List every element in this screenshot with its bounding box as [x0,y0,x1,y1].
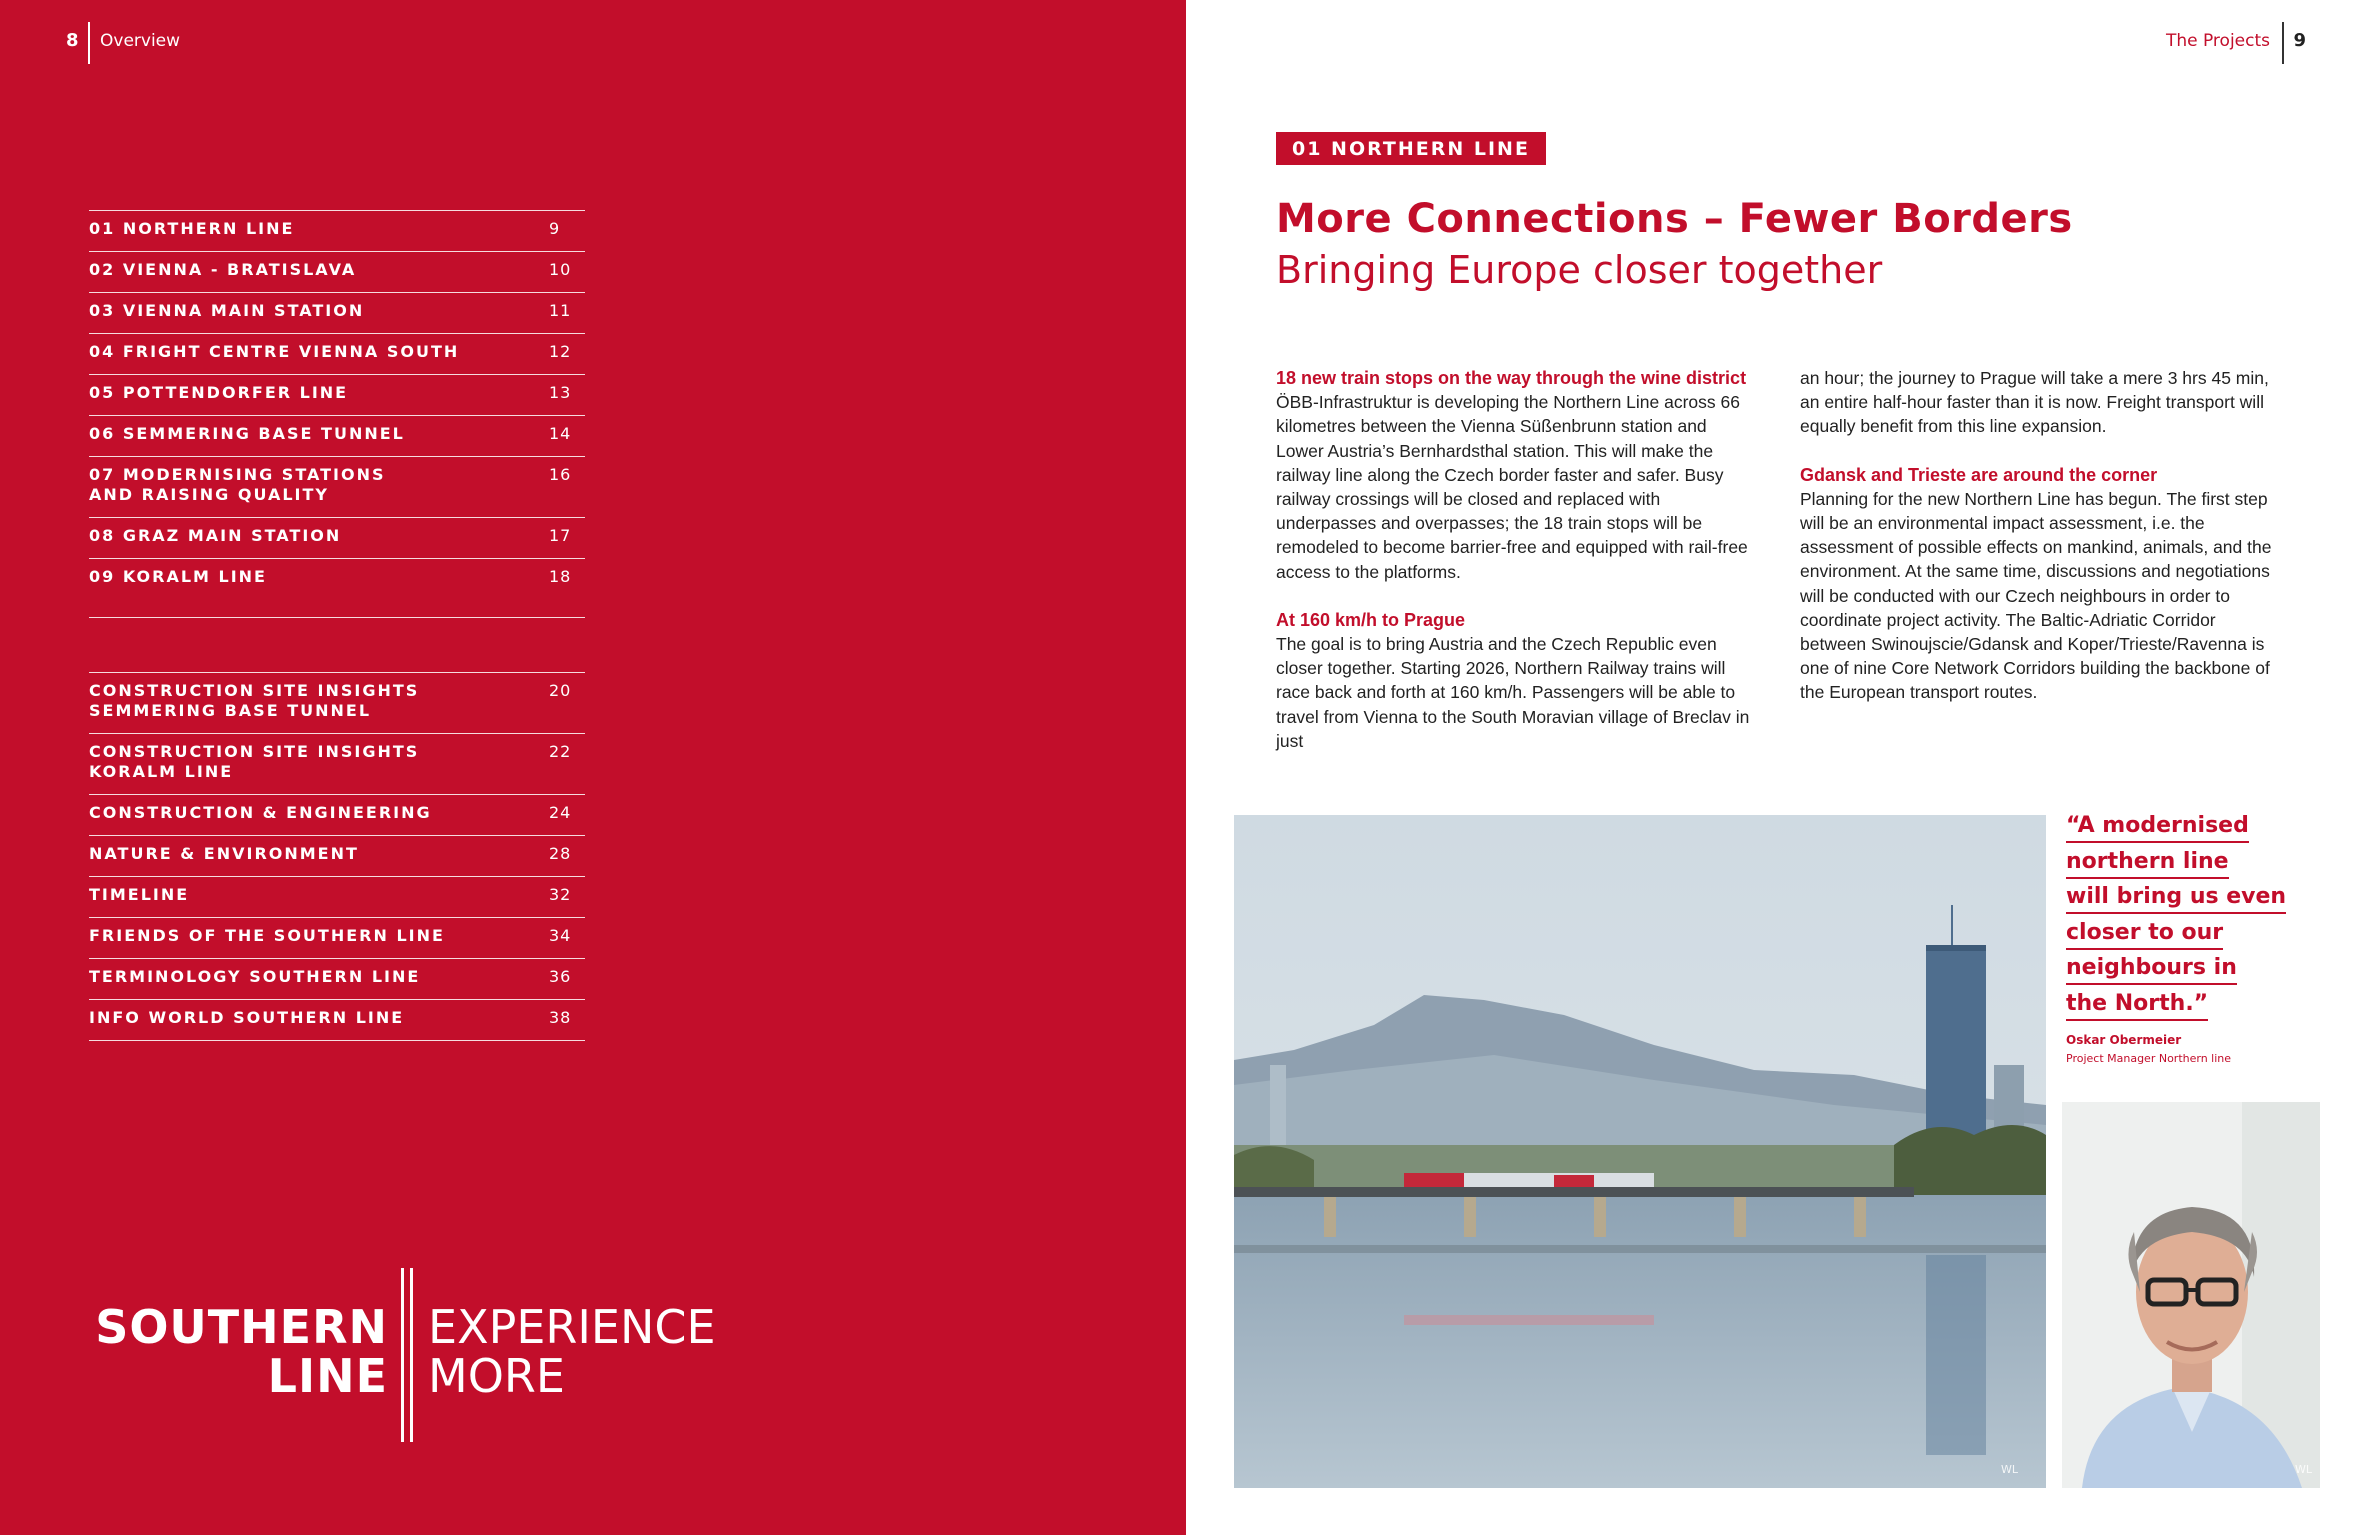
section-title-right: The Projects [2165,31,2270,51]
page-number-right: 9 [2293,30,2306,51]
paragraph-heading: 18 new train stops on the way through the wine district [1276,368,1747,388]
toc-label: 02 VIENNA - BRATISLAVA [89,260,357,279]
toc-topics [89,672,585,1041]
toc-page: 11 [549,301,572,320]
toc-row[interactable] [89,292,585,333]
toc-label: FRIENDS OF THE SOUTHERN LINE [89,926,445,945]
toc-label: 08 GRAZ MAIN STATION [89,526,342,545]
toc-row[interactable] [89,999,585,1041]
article-column-1 [1276,366,1756,777]
toc-page: 34 [549,926,572,945]
toc-label: 05 POTTENDORFER LINE [89,383,349,402]
article-column-2 [1800,366,2280,729]
logo-rail-bars-icon [401,1268,413,1442]
toc-page: 13 [549,383,572,402]
toc-label: 03 VIENNA MAIN STATION [89,301,365,320]
toc-label: TIMELINE [89,885,190,904]
toc-label: CONSTRUCTION SITE INSIGHTS SEMMERING BASE TUNNEL [89,681,420,720]
quote-line: will bring us even [2066,879,2296,915]
toc-page: 24 [549,803,572,822]
toc-label: 04 FRIGHT CENTRE VIENNA SOUTH [89,342,460,361]
toc-label: 01 NORTHERN LINE [89,219,295,238]
toc-label: CONSTRUCTION & ENGINEERING [89,803,432,822]
toc-page: 36 [549,967,572,986]
toc-row[interactable] [89,415,585,456]
toc-row[interactable] [89,333,585,374]
toc-page: 38 [549,1008,572,1027]
toc-label: CONSTRUCTION SITE INSIGHTS KORALM LINE [89,742,420,781]
paragraph: The goal is to bring Austria and the Czech Republic even closer together. Starting 2026, Northern Railway trains will race back and forth at 160 km/h. Passengers will be able to travel from Vienna to the South Moravian village of Breclav in just [1276,634,1750,751]
quote-line: the North.” [2066,986,2296,1022]
section-tag: 01 NORTHERN LINE [1276,132,1546,165]
toc-row[interactable] [89,876,585,917]
portrait-photo [2062,1102,2320,1488]
toc-page: 28 [549,844,572,863]
paragraph: an hour; the journey to Prague will take a mere 3 hrs 45 min, an entire half-hour faster than it is now. Freight transport will equally benefit from this line expansion. [1800,368,2269,437]
toc-row[interactable] [89,794,585,835]
portrait-image [2062,1102,2320,1488]
toc-page: 32 [549,885,572,904]
toc-row[interactable] [89,733,585,794]
toc-page: 17 [549,526,572,545]
article-headline: More Connections – Fewer Borders [1276,196,2073,242]
toc-page: 10 [549,260,572,279]
toc-page: 22 [549,742,572,761]
toc-page: 20 [549,681,572,700]
paragraph-heading: Gdansk and Trieste are around the corner [1800,464,2158,485]
pull-quote [2066,808,2296,1021]
toc-page: 14 [549,424,572,443]
quote-line: closer to our [2066,915,2296,951]
logo-line2-bold: LINE [267,1349,388,1403]
photo-image [1234,815,2046,1488]
toc-row[interactable] [89,958,585,999]
section-title-left: Overview [100,31,181,51]
toc-page: 12 [549,342,572,361]
toc-label: 06 SEMMERING BASE TUNNEL [89,424,405,443]
page-number-left: 8 [66,30,79,51]
toc-page: 18 [549,567,572,586]
page-divider-right [2282,22,2284,64]
paragraph-heading: At 160 km/h to Prague [1276,609,1466,630]
logo-line1-bold: SOUTHERN [95,1300,388,1354]
toc-row[interactable] [89,210,585,251]
logo-line2-light: MORE [428,1349,565,1403]
quote-line: “A modernised [2066,808,2296,844]
toc-row[interactable] [89,558,585,618]
toc-row[interactable] [89,917,585,958]
toc-row[interactable] [89,835,585,876]
quote-author: Oskar Obermeier [2066,1033,2182,1047]
page-divider-left [88,22,90,64]
toc-label: 07 MODERNISING STATIONS AND RAISING QUALITY [89,465,386,504]
logo-bold-text [95,1300,388,1403]
logo-line1-light: EXPERIENCE [428,1300,716,1354]
paragraph: Planning for the new Northern Line has begun. The first step will be an environmental impact assessment, i.e. the assessment of possible effects on mankind, animals, and the environment. At the same time, discussions and negotiations will be conducted with our Czech neighbours in order to coordinate project activity. The Baltic-Adriatic Corridor between Swinoujscie/Gdansk and Koper/Trieste/Ravenna is one of nine Core Network Corridors building the backbone of the European transport routes. [1800,488,2272,703]
quote-line: neighbours in [2066,950,2296,986]
photo-credit: WL [2000,1463,2018,1476]
right-page [1186,0,2362,1535]
toc-row[interactable] [89,374,585,415]
toc-row[interactable] [89,672,585,733]
toc-row[interactable] [89,517,585,558]
toc-page: 16 [549,465,572,484]
quote-line: northern line [2066,844,2296,880]
toc-projects [89,210,585,618]
paragraph: ÖBB-Infrastruktur is developing the Northern Line across 66 kilometres between the Vienna Süßenbrunn station and Lower Austria’s Bernhardsthal station. This will make the railway line along the Czech border faster and safer. Busy railway crossings will be closed and replaced with underpasses and overpasses; the 18 train stops will be remodeled to become barrier-free and equipped with rail-free access to the platforms. [1276,392,1748,582]
portrait-credit: WL [2294,1463,2312,1476]
article-subheadline: Bringing Europe closer together [1276,248,1883,292]
toc-page: 9 [549,219,561,238]
toc-label: 09 KORALM LINE [89,567,267,586]
toc-row[interactable] [89,251,585,292]
toc-label: INFO WORLD SOUTHERN LINE [89,1008,405,1027]
toc-row[interactable] [89,456,585,517]
logo-light-text [428,1300,716,1403]
toc-label: TERMINOLOGY SOUTHERN LINE [89,967,421,986]
northern-line-bridge-photo [1234,815,2046,1488]
toc-label: NATURE & ENVIRONMENT [89,844,359,863]
quote-author-role: Project Manager Northern line [2066,1052,2232,1065]
